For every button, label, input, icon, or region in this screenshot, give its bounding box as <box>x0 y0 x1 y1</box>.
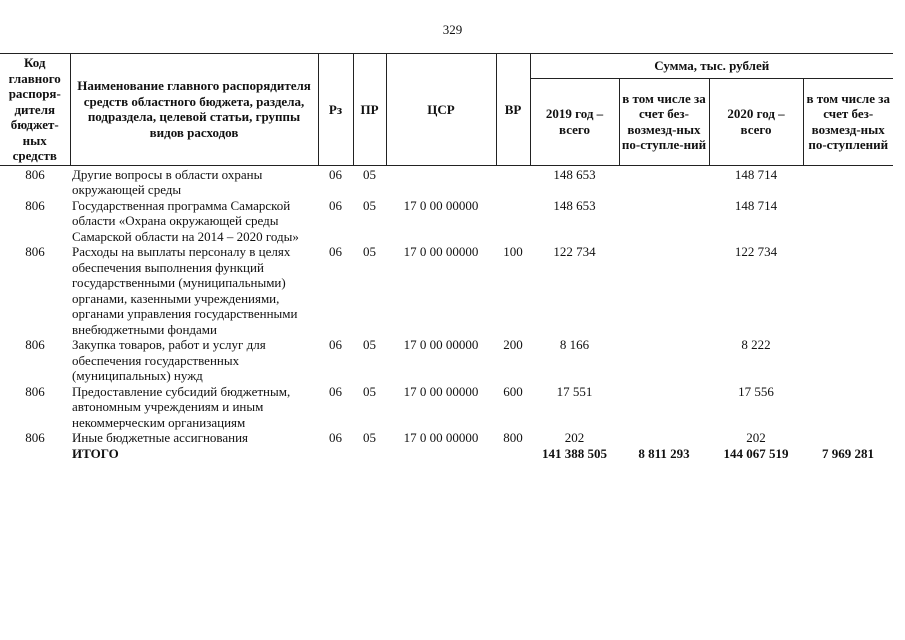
row-2019-total: 122 734 <box>553 244 596 259</box>
row-rz: 06 <box>329 383 342 399</box>
total-row <box>0 446 893 462</box>
row-code: 806 <box>25 166 45 182</box>
row-2020-total: 122 734 <box>734 244 778 259</box>
row-2020-grant <box>803 165 893 198</box>
table-row <box>0 337 893 384</box>
row-vr: 600 <box>503 383 523 399</box>
row-2020-grant <box>803 244 893 337</box>
header-pr: ПР <box>353 54 386 166</box>
table-row <box>0 198 893 245</box>
row-2019-grant <box>619 430 709 446</box>
row-csr: 17 0 00 00000 <box>403 430 479 445</box>
row-2020-grant <box>803 337 893 384</box>
row-2019-grant <box>619 244 709 337</box>
header-2019-grant: в том числе за счет без-возмезд-ных по-ступле-ний <box>619 78 709 165</box>
row-2020-grant <box>803 384 893 431</box>
row-rz: 06 <box>329 244 342 259</box>
row-2020-total: 148 714 <box>734 197 778 213</box>
row-rz: 06 <box>329 197 342 213</box>
row-code: 806 <box>25 337 45 352</box>
row-csr: 17 0 00 00000 <box>403 337 479 352</box>
row-2020-total: 202 <box>746 430 766 445</box>
row-name: Закупка товаров, работ и услуг для обеспечения государственных (муниципальных) нужд <box>72 337 266 383</box>
row-pr: 05 <box>363 383 376 399</box>
row-2020-grant <box>803 198 893 245</box>
table-row <box>0 244 893 337</box>
page-number: 329 <box>442 22 463 37</box>
row-name: Государственная программа Самарской области «Охрана окружающей среды Самарской области на 2014 – 2020 годы» <box>72 197 299 244</box>
row-name: Расходы на выплаты персоналу в целях обеспечения выполнения функций государственными (муниципальными) органами, казенными учреждениями, органами управления государственными внебюджетными фондами <box>72 244 298 337</box>
row-csr <box>386 165 496 198</box>
row-pr: 05 <box>363 337 376 352</box>
table-row <box>0 430 893 446</box>
total-label: ИТОГО <box>72 445 119 461</box>
row-code: 806 <box>25 244 45 259</box>
header-rz: Рз <box>318 54 353 166</box>
row-csr: 17 0 00 00000 <box>403 197 479 213</box>
row-2019-grant <box>619 337 709 384</box>
total-2020: 144 067 519 <box>723 445 789 461</box>
header-vr: ВР <box>496 54 530 166</box>
row-csr: 17 0 00 00000 <box>403 244 479 259</box>
row-2020-total: 148 714 <box>734 166 778 182</box>
row-2020-total: 8 222 <box>741 337 771 352</box>
row-vr: 100 <box>503 244 523 259</box>
table-row <box>0 384 893 431</box>
row-pr: 05 <box>363 244 376 259</box>
row-2019-total: 148 653 <box>553 197 596 213</box>
row-2019-grant <box>619 165 709 198</box>
row-pr: 05 <box>363 197 376 213</box>
header-2020-grant: в том числе за счет без-возмезд-ных по-ступлений <box>803 78 893 165</box>
row-name: Иные бюджетные ассигнования <box>72 430 249 445</box>
total-2020-grant: 7 969 281 <box>822 445 874 461</box>
row-2019-total: 202 <box>564 430 585 445</box>
row-2020-total: 17 556 <box>738 383 774 399</box>
total-2019-grant: 8 811 293 <box>638 445 690 461</box>
row-2019-grant <box>619 198 709 245</box>
header-row <box>0 54 893 79</box>
row-pr: 05 <box>363 166 376 182</box>
budget-table <box>0 53 893 461</box>
row-pr: 05 <box>363 430 376 445</box>
row-name: Предоставление субсидий бюджетным, автономным учреждениям и иным некоммерческим организациям <box>72 383 291 430</box>
row-2020-grant <box>803 430 893 446</box>
row-vr: 800 <box>503 430 523 445</box>
row-rz: 06 <box>329 166 342 182</box>
row-2019-total: 17 551 <box>556 383 593 399</box>
header-name: Наименование главного распорядителя средств областного бюджета, раздела, подраздела, целевой статьи, группы видов расходов <box>70 54 318 166</box>
header-code: Код главного распоря-дителя бюджет-ных средств <box>0 54 70 166</box>
header-2020-total: 2020 год – всего <box>709 78 803 165</box>
row-name: Другие вопросы в области охраны окружающей среды <box>72 166 263 197</box>
header-sum-group: Сумма, тыс. рублей <box>530 54 893 79</box>
row-vr <box>496 165 530 198</box>
row-rz: 06 <box>329 337 342 352</box>
row-2019-grant <box>619 384 709 431</box>
row-vr <box>496 198 530 245</box>
total-2019: 141 388 505 <box>542 445 607 461</box>
row-rz: 06 <box>329 430 342 445</box>
row-code: 806 <box>25 430 45 445</box>
header-2019-total: 2019 год – всего <box>530 78 619 165</box>
row-vr: 200 <box>503 337 523 352</box>
table-row <box>0 165 893 198</box>
row-code: 806 <box>25 383 45 399</box>
row-csr: 17 0 00 00000 <box>403 383 479 399</box>
header-csr: ЦСР <box>386 54 496 166</box>
row-2019-total: 148 653 <box>553 166 596 182</box>
row-2019-total: 8 166 <box>559 337 590 352</box>
row-code: 806 <box>25 197 45 213</box>
